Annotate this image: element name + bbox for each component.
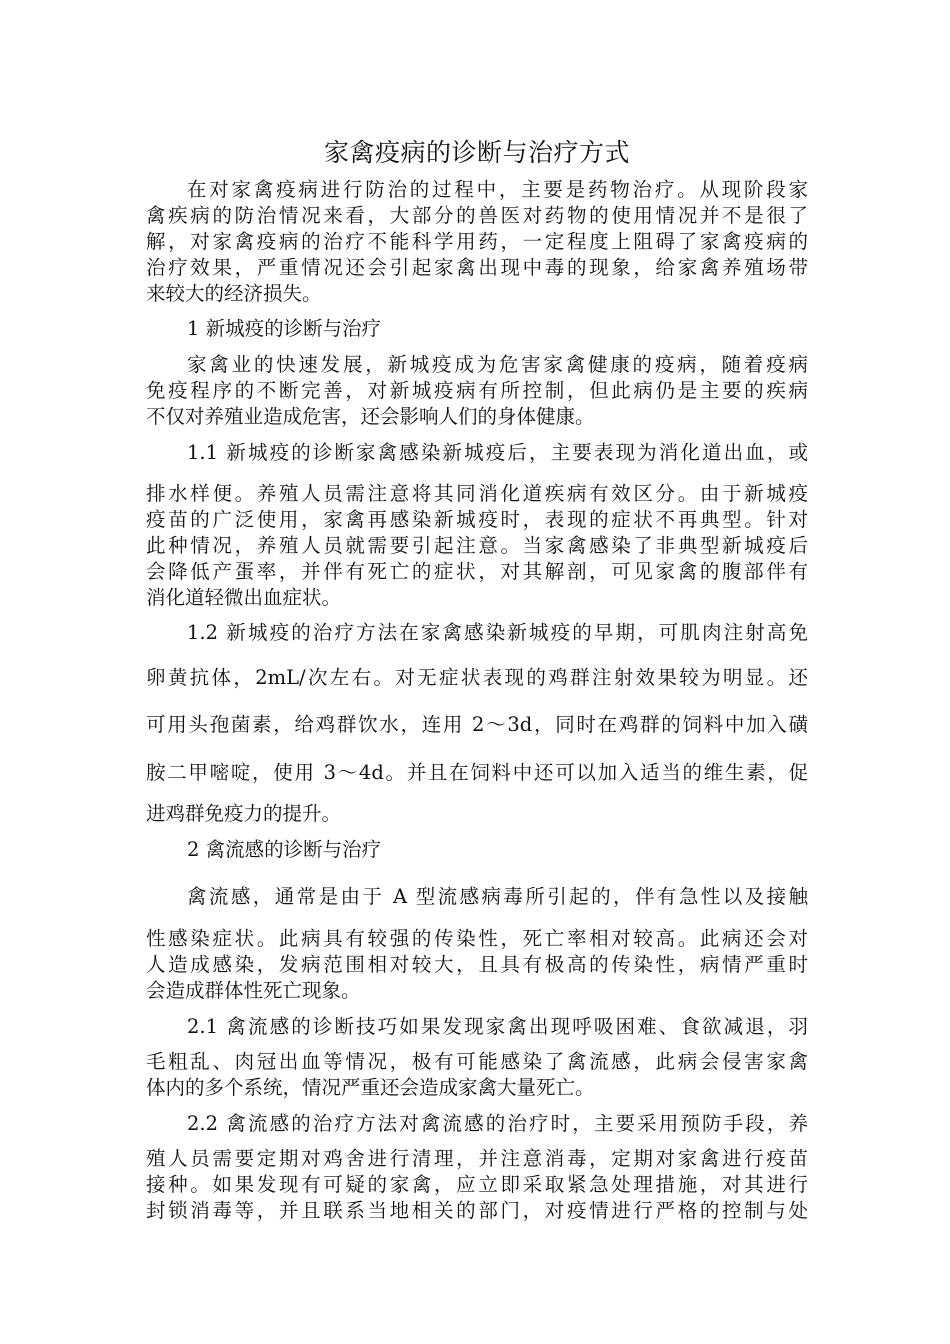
paragraph-line: 性感染症状。此病具有较强的传染性，死亡率相对较高。此病还会对 <box>146 927 808 950</box>
paragraph-line: 在对家禽疫病进行防治的过程中，主要是药物治疗。从现阶段家 <box>187 178 808 201</box>
paragraph-line: 会降低产蛋率，并伴有死亡的症状，对其解剖，可见家禽的腹部伴有 <box>146 560 808 583</box>
paragraph-line: 殖人员需要定期对鸡舍进行清理，并注意消毒，定期对家禽进行疫苗 <box>146 1147 808 1170</box>
subsection-line: 1.1 新城疫的诊断家禽感染新城疫后，主要表现为消化道出血，或 <box>187 441 808 464</box>
paragraph-line: 来较大的经济损失。 <box>146 282 322 305</box>
paragraph-line: 毛粗乱、肉冠出血等情况，极有可能感染了禽流感，此病会侵害家禽 <box>146 1050 808 1073</box>
subsection-line: 1.2 新城疫的治疗方法在家禽感染新城疫的早期，可肌肉注射高免 <box>187 621 808 644</box>
paragraph-line: 封锁消毒等，并且联系当地相关的部门，对疫情进行严格的控制与处 <box>146 1199 808 1222</box>
paragraph-line: 卵黄抗体，2mL/次左右。对无症状表现的鸡群注射效果较为明显。还 <box>146 666 808 689</box>
paragraph-line: 疫苗的广泛使用，家禽再感染新城疫时，表现的症状不再典型。针对 <box>146 508 808 531</box>
page-title: 家禽疫病的诊断与治疗方式 <box>323 138 630 167</box>
paragraph-line: 进鸡群免疫力的提升。 <box>146 802 342 825</box>
paragraph-line: 禽疾病的防治情况来看，大部分的兽医对药物的使用情况并不是很了 <box>146 204 808 227</box>
paragraph-line: 可用头孢菌素，给鸡群饮水，连用 2～3d，同时在鸡群的饲料中加入磺 <box>146 713 808 736</box>
paragraph-line: 此种情况，养殖人员就需要引起注意。当家禽感染了非典型新城疫后 <box>146 534 808 557</box>
paragraph-line: 家禽业的快速发展，新城疫成为危害家禽健康的疫病，随着疫病 <box>187 353 808 376</box>
paragraph-line: 人造成感染，发病范围相对较大，且具有极高的传染性，病情严重时 <box>146 953 808 976</box>
paragraph-line: 解，对家禽疫病的治疗不能科学用药，一定程度上阻碍了家禽疫病的 <box>146 230 808 253</box>
paragraph-line: 禽流感，通常是由于 A 型流感病毒所引起的，伴有急性以及接触 <box>187 885 808 908</box>
paragraph-line: 不仅对养殖业造成危害，还会影响人们的身体健康。 <box>146 405 595 428</box>
paragraph-line: 胺二甲嘧啶，使用 3～4d。并且在饲料中还可以加入适当的维生素，促 <box>146 761 808 784</box>
subsection-line: 2.2 禽流感的治疗方法对禽流感的治疗时，主要采用预防手段，养 <box>187 1112 808 1135</box>
paragraph-line: 治疗效果，严重情况还会引起家禽出现中毒的现象，给家禽养殖场带 <box>146 256 808 279</box>
section-heading: 1 新城疫的诊断与治疗 <box>187 317 382 340</box>
paragraph-line: 接种。如果发现有可疑的家禽，应立即采取紧急处理措施，对其进行 <box>146 1173 808 1196</box>
paragraph-line: 排水样便。养殖人员需注意将其同消化道疾病有效区分。由于新城疫 <box>146 482 808 505</box>
section-heading: 2 禽流感的诊断与治疗 <box>187 838 382 861</box>
subsection-line: 2.1 禽流感的诊断技巧如果发现家禽出现呼吸困难、食欲减退，羽 <box>187 1015 808 1038</box>
paragraph-line: 会造成群体性死亡现象。 <box>146 979 361 1002</box>
paragraph-line: 体内的多个系统，情况严重还会造成家禽大量死亡。 <box>146 1076 595 1099</box>
paragraph-line: 消化道轻微出血症状。 <box>146 586 342 609</box>
paragraph-line: 免疫程序的不断完善，对新城疫病有所控制，但此病仍是主要的疾病 <box>146 379 808 402</box>
